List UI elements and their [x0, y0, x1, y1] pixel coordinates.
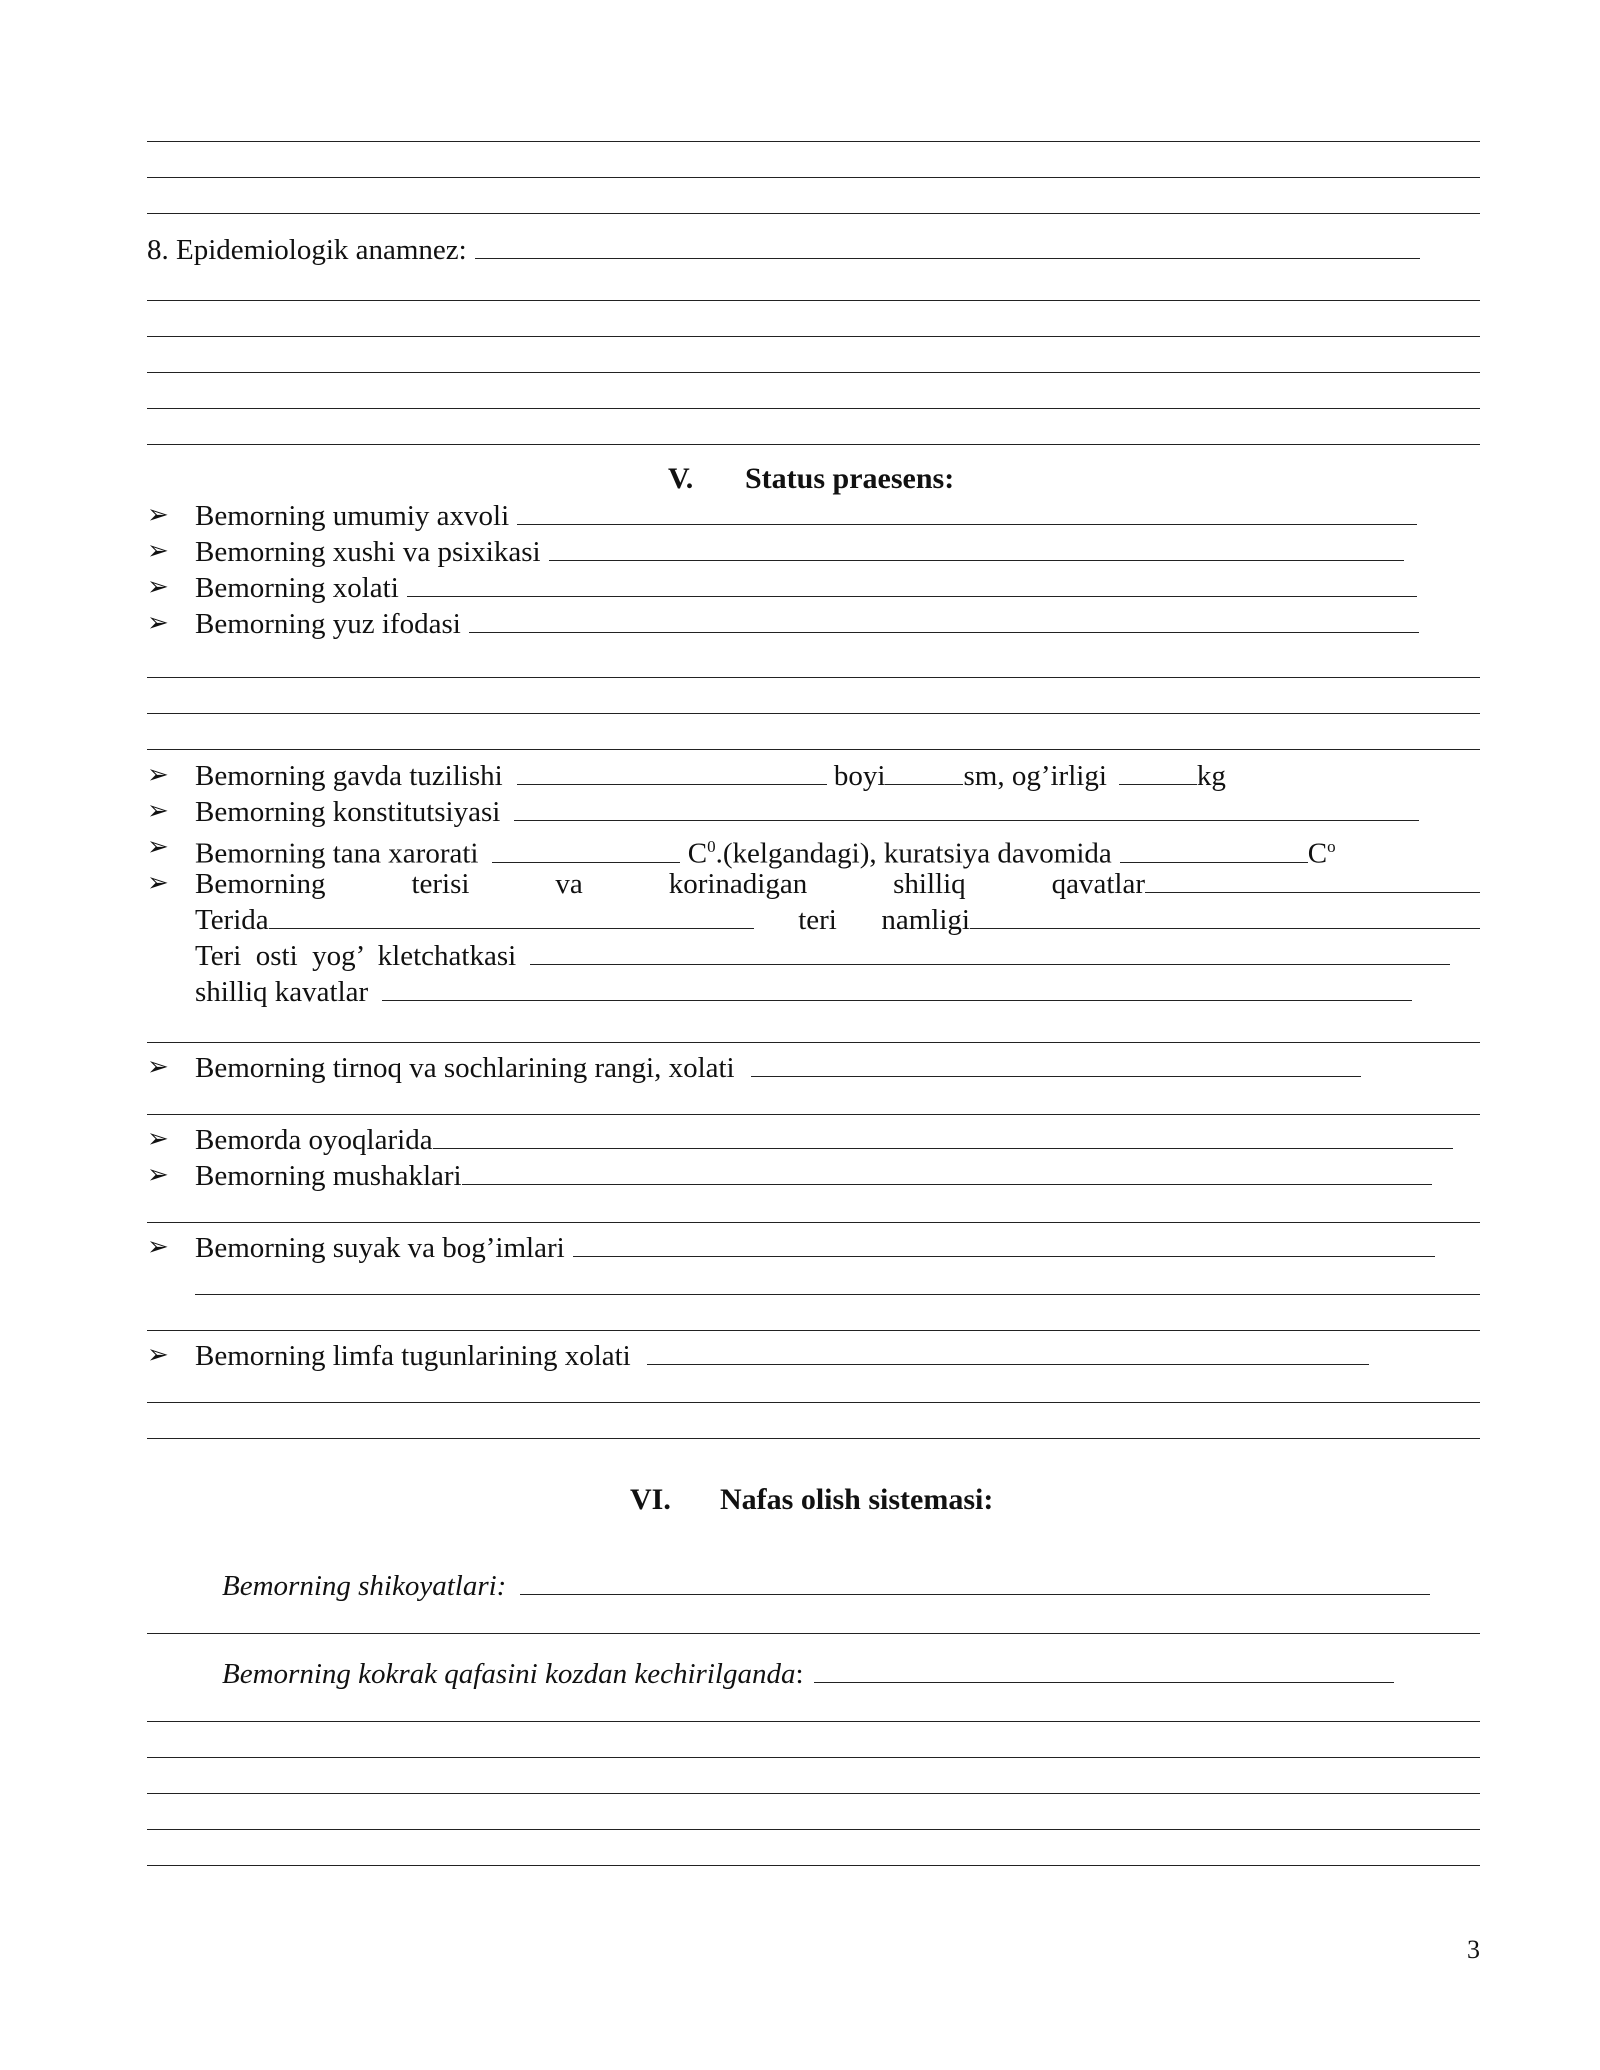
blank-line[interactable] [147, 141, 1480, 142]
mushak-field[interactable] [462, 1158, 1432, 1185]
blank-line[interactable] [147, 713, 1480, 714]
item-oyoq: Bemorda oyoqlarida [195, 1122, 1453, 1157]
blank-line[interactable] [195, 1294, 1480, 1295]
blank-line[interactable] [147, 177, 1480, 178]
epidemiology-label: 8. Epidemiologik anamnez: [147, 234, 467, 266]
bullet-icon: ➢ [147, 1340, 169, 1369]
blank-line[interactable] [147, 1330, 1480, 1331]
blank-line[interactable] [147, 1633, 1480, 1634]
terida-field[interactable] [269, 902, 754, 929]
section-numeral-v: V. [668, 462, 694, 495]
item-xolati: Bemorning xolati [195, 570, 1417, 605]
bullet-icon: ➢ [147, 868, 169, 897]
bullet-icon: ➢ [147, 536, 169, 565]
bullet-icon: ➢ [147, 760, 169, 789]
blank-line[interactable] [147, 1757, 1480, 1758]
temp-arrival-field[interactable] [492, 836, 680, 863]
item-teri: Bemorning terisi va korinadigan shilliq qavatlar [195, 866, 1480, 901]
epidemiology-field[interactable] [475, 232, 1420, 259]
item-shilliq: shilliq kavatlar [195, 974, 1412, 1009]
item-konst: Bemorning konstitutsiyasi [195, 794, 1419, 829]
weight-field[interactable] [1119, 758, 1197, 785]
yog-field[interactable] [530, 938, 1450, 965]
boyi-field[interactable] [885, 758, 963, 785]
section-title-status: Status praesens: [745, 462, 955, 495]
item-mushak: Bemorning mushaklari [195, 1158, 1432, 1193]
blank-line[interactable] [147, 1829, 1480, 1830]
blank-line[interactable] [147, 213, 1480, 214]
namligi-field[interactable] [970, 902, 1480, 929]
blank-line[interactable] [147, 372, 1480, 373]
item-limfa: Bemorning limfa tugunlarining xolati [195, 1338, 1369, 1373]
tirnoq-field[interactable] [751, 1050, 1361, 1077]
blank-line[interactable] [147, 1222, 1480, 1223]
blank-line[interactable] [147, 300, 1480, 301]
item-tirnoq: Bemorning tirnoq va sochlarining rangi, xolati [195, 1050, 1361, 1085]
bullet-icon: ➢ [147, 796, 169, 825]
oyoq-field[interactable] [433, 1122, 1453, 1149]
xolati-field[interactable] [407, 570, 1417, 597]
section-title-nafas: Nafas olish sistemasi: [720, 1483, 994, 1516]
teri-field[interactable] [1145, 866, 1480, 893]
bullet-icon: ➢ [147, 832, 169, 861]
shikoyat-field[interactable] [520, 1568, 1430, 1595]
bullet-icon: ➢ [147, 1160, 169, 1189]
xushi-field[interactable] [549, 534, 1404, 561]
bullet-icon: ➢ [147, 1052, 169, 1081]
blank-line[interactable] [147, 1114, 1480, 1115]
item-yog: Teri osti yog’ kletchatkasi [195, 938, 1450, 973]
blank-line[interactable] [147, 1865, 1480, 1866]
kokrak-row: Bemorning kokrak qafasini kozdan kechirilganda: [222, 1656, 1394, 1691]
item-terida: Terida teri namligi [195, 902, 1480, 937]
blank-line[interactable] [147, 1793, 1480, 1794]
bullet-icon: ➢ [147, 1232, 169, 1261]
umumiy-field[interactable] [517, 498, 1417, 525]
blank-line[interactable] [147, 1721, 1480, 1722]
gavda-field[interactable] [517, 758, 827, 785]
item-umumiy: Bemorning umumiy axvoli [195, 498, 1417, 533]
item-tana: Bemorning tana xarorati $C^0.(kelgandagi)$, kuratsiya davomida $C^o$ [195, 837, 1336, 870]
blank-line[interactable] [147, 1402, 1480, 1403]
suyak-field[interactable] [573, 1230, 1435, 1257]
shikoyat-row: Bemorning shikoyatlari: [222, 1568, 1430, 1603]
temp-curation-field[interactable] [1120, 836, 1308, 863]
yuz-field[interactable] [469, 606, 1419, 633]
blank-line[interactable] [147, 749, 1480, 750]
limfa-field[interactable] [647, 1338, 1369, 1365]
blank-line[interactable] [147, 1438, 1480, 1439]
bullet-icon: ➢ [147, 572, 169, 601]
blank-line[interactable] [147, 408, 1480, 409]
item-gavda: Bemorning gavda tuzilishi boyi sm, og’irligi kg [195, 760, 1226, 792]
blank-line[interactable] [147, 444, 1480, 445]
blank-line[interactable] [147, 336, 1480, 337]
kokrak-field[interactable] [814, 1656, 1394, 1683]
bullet-icon: ➢ [147, 608, 169, 637]
epidemiology-row [147, 232, 1420, 267]
bullet-icon: ➢ [147, 500, 169, 529]
item-suyak: Bemorning suyak va bog’imlari [195, 1230, 1435, 1265]
konst-field[interactable] [514, 794, 1419, 821]
bullet-icon: ➢ [147, 1124, 169, 1153]
item-yuz: Bemorning yuz ifodasi [195, 606, 1419, 641]
shilliq-field[interactable] [382, 974, 1412, 1001]
blank-line[interactable] [147, 1042, 1480, 1043]
section-numeral-vi: VI. [630, 1483, 671, 1516]
item-xushi: Bemorning xushi va psixikasi [195, 534, 1404, 569]
page-number: 3 [1467, 1935, 1480, 1964]
blank-line[interactable] [147, 677, 1480, 678]
